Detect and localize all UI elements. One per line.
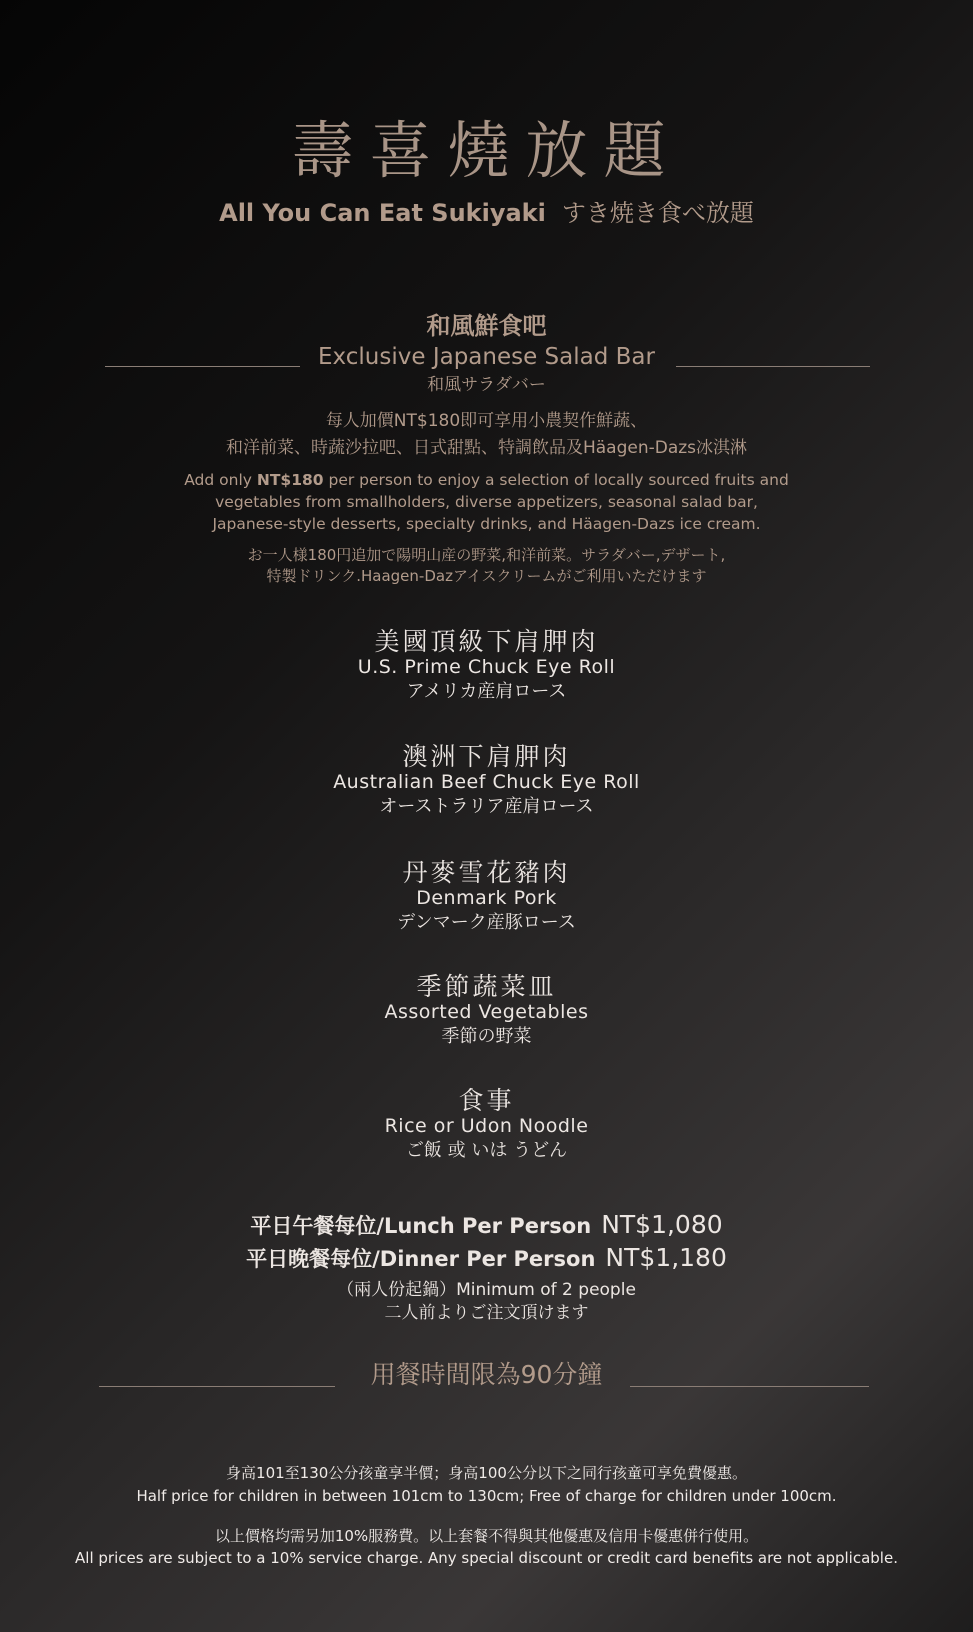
menu-item-en: Rice or Udon Noodle xyxy=(384,1115,589,1137)
price-amount: NT$1,180 xyxy=(605,1243,727,1272)
text: per person to enjoy a selection of locally sourced fruits and xyxy=(323,471,789,489)
dinner-price xyxy=(0,1243,973,1274)
menu-item-zh: 澳洲下肩胛肉 xyxy=(402,742,571,771)
service-charge-en: All prices are subject to a 10% service charge. Any special discount or credit card benefits are not applicable. xyxy=(75,1549,898,1567)
salad-bar-title-en: Exclusive Japanese Salad Bar xyxy=(318,344,655,370)
price-amount: NT$1,080 xyxy=(601,1210,723,1239)
time-limit: 用餐時間限為90分鐘 xyxy=(370,1360,603,1389)
menu-item-zh: 食事 xyxy=(458,1086,515,1115)
children-policy-zh: 身高101至130公分孩童享半價；身高100公分以下之同行孩童可享免費優惠。 xyxy=(226,1464,747,1482)
salad-desc-en xyxy=(0,469,973,491)
menu-item-en: Assorted Vegetables xyxy=(384,1001,589,1023)
service-charge-zh: 以上價格均需另加10%服務費。以上套餐不得與其他優惠及信用卡優惠併行使用。 xyxy=(214,1527,759,1545)
subtitle-en: All You Can Eat Sukiyaki xyxy=(219,199,546,227)
children-policy-en: Half price for children in between 101cm to 130cm; Free of charge for children under 100cm. xyxy=(136,1487,837,1505)
menu-item-en: U.S. Prime Chuck Eye Roll xyxy=(357,656,616,678)
salad-desc-zh: 和洋前菜、時蔬沙拉吧、日式甜點、特調飲品及Häagen-Dazs冰淇淋 xyxy=(225,438,748,458)
subtitle xyxy=(0,198,973,228)
menu-item-en: Australian Beef Chuck Eye Roll xyxy=(333,771,640,793)
price-highlight: NT$180 xyxy=(256,471,324,489)
menu-item-jp: アメリカ産肩ロース xyxy=(406,681,567,702)
page-title: 壽喜燒放題 xyxy=(291,114,682,187)
menu-item-jp: デンマーク産豚ロース xyxy=(397,912,576,933)
salad-desc-jp: お一人様180円追加で陽明山産の野菜,和洋前菜。サラダバー,デザート, xyxy=(247,546,726,564)
salad-bar-title-zh: 和風鮮食吧 xyxy=(426,312,547,340)
minimum-note: （兩人份起鍋）Minimum of 2 people xyxy=(337,1280,636,1300)
menu-item-jp: オーストラリア産肩ロース xyxy=(379,796,594,817)
menu-item-en: Denmark Pork xyxy=(416,887,557,909)
price-label: 平日午餐每位/Lunch Per Person xyxy=(250,1214,592,1238)
text: Add only xyxy=(184,471,257,489)
menu-item-zh: 丹麥雪花豬肉 xyxy=(402,858,571,887)
menu-item-zh: 美國頂級下肩胛肉 xyxy=(374,627,599,656)
subtitle-jp: すき焼き食べ放題 xyxy=(561,199,754,227)
menu-item-jp: ご飯 或 いは うどん xyxy=(405,1140,568,1161)
menu-item-jp: 季節の野菜 xyxy=(441,1026,532,1047)
salad-desc-en: Japanese-style desserts, specialty drinks, and Häagen-Dazs ice cream. xyxy=(212,515,761,533)
price-label: 平日晚餐每位/Dinner Per Person xyxy=(246,1247,596,1271)
salad-desc-zh: 每人加價NT$180即可享用小農契作鮮蔬、 xyxy=(325,411,648,431)
lunch-price xyxy=(0,1210,973,1241)
minimum-note-jp: 二人前よりご注文頂けます xyxy=(384,1303,589,1323)
salad-bar-title-jp: 和風サラダバー xyxy=(427,375,546,395)
salad-desc-jp: 特製ドリンク.Haagen-Dazアイスクリームがご利用いただけます xyxy=(266,567,707,585)
menu-item-zh: 季節蔬菜皿 xyxy=(416,972,557,1001)
salad-desc-en: vegetables from smallholders, diverse appetizers, seasonal salad bar, xyxy=(215,493,758,511)
